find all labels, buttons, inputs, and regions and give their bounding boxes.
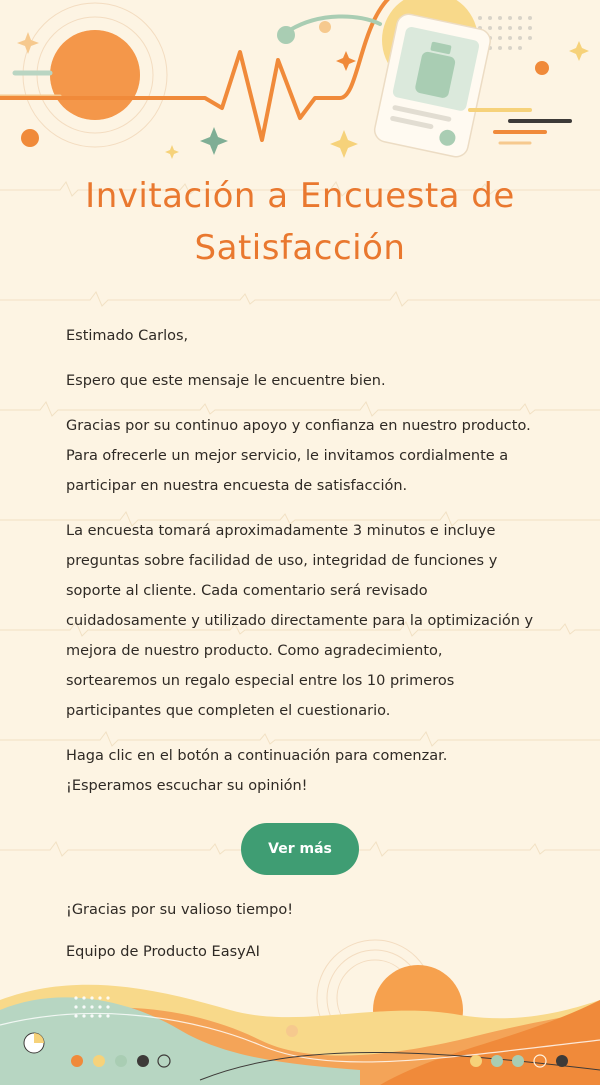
dot-decoration [21,129,39,147]
see-more-button[interactable]: Ver más [241,823,359,875]
email-body [66,321,536,979]
header-illustration [0,0,600,170]
paragraph: La encuesta tomará aproximadamente 3 minutos e incluye preguntas sobre facilidad de uso, integridad de funciones y soporte al cliente. Cada comentario será revisado cuidadosamente y utilizado directamente para la optimización y mejora de nuestro producto. Como agradecimiento, sortearemos un regalo especial entre los 10 primeros participantes que completen el cuestionario. [66,523,534,719]
cta-container [66,823,534,875]
thanks-text: ¡Gracias por su valioso tiempo! [66,902,294,918]
paragraph: Espero que este mensaje le encuentre bien. [66,373,386,389]
email-title: Invitación a Encuesta de Satisfacción [85,176,515,268]
paragraph: Haga clic en el botón a continuación para comenzar. ¡Esperamos escuchar su opinión! [66,748,448,794]
pie-circle-icon [24,1033,44,1053]
signature: Equipo de Producto EasyAI [66,944,260,960]
closing [66,895,536,967]
greeting: Estimado Carlos, [66,328,189,344]
paragraph: Gracias por su continuo apoyo y confianza en nuestro producto. Para ofrecerle un mejor servicio, le invitamos cordialmente a participar en nuestra encuesta de satisfacción. [66,418,531,494]
